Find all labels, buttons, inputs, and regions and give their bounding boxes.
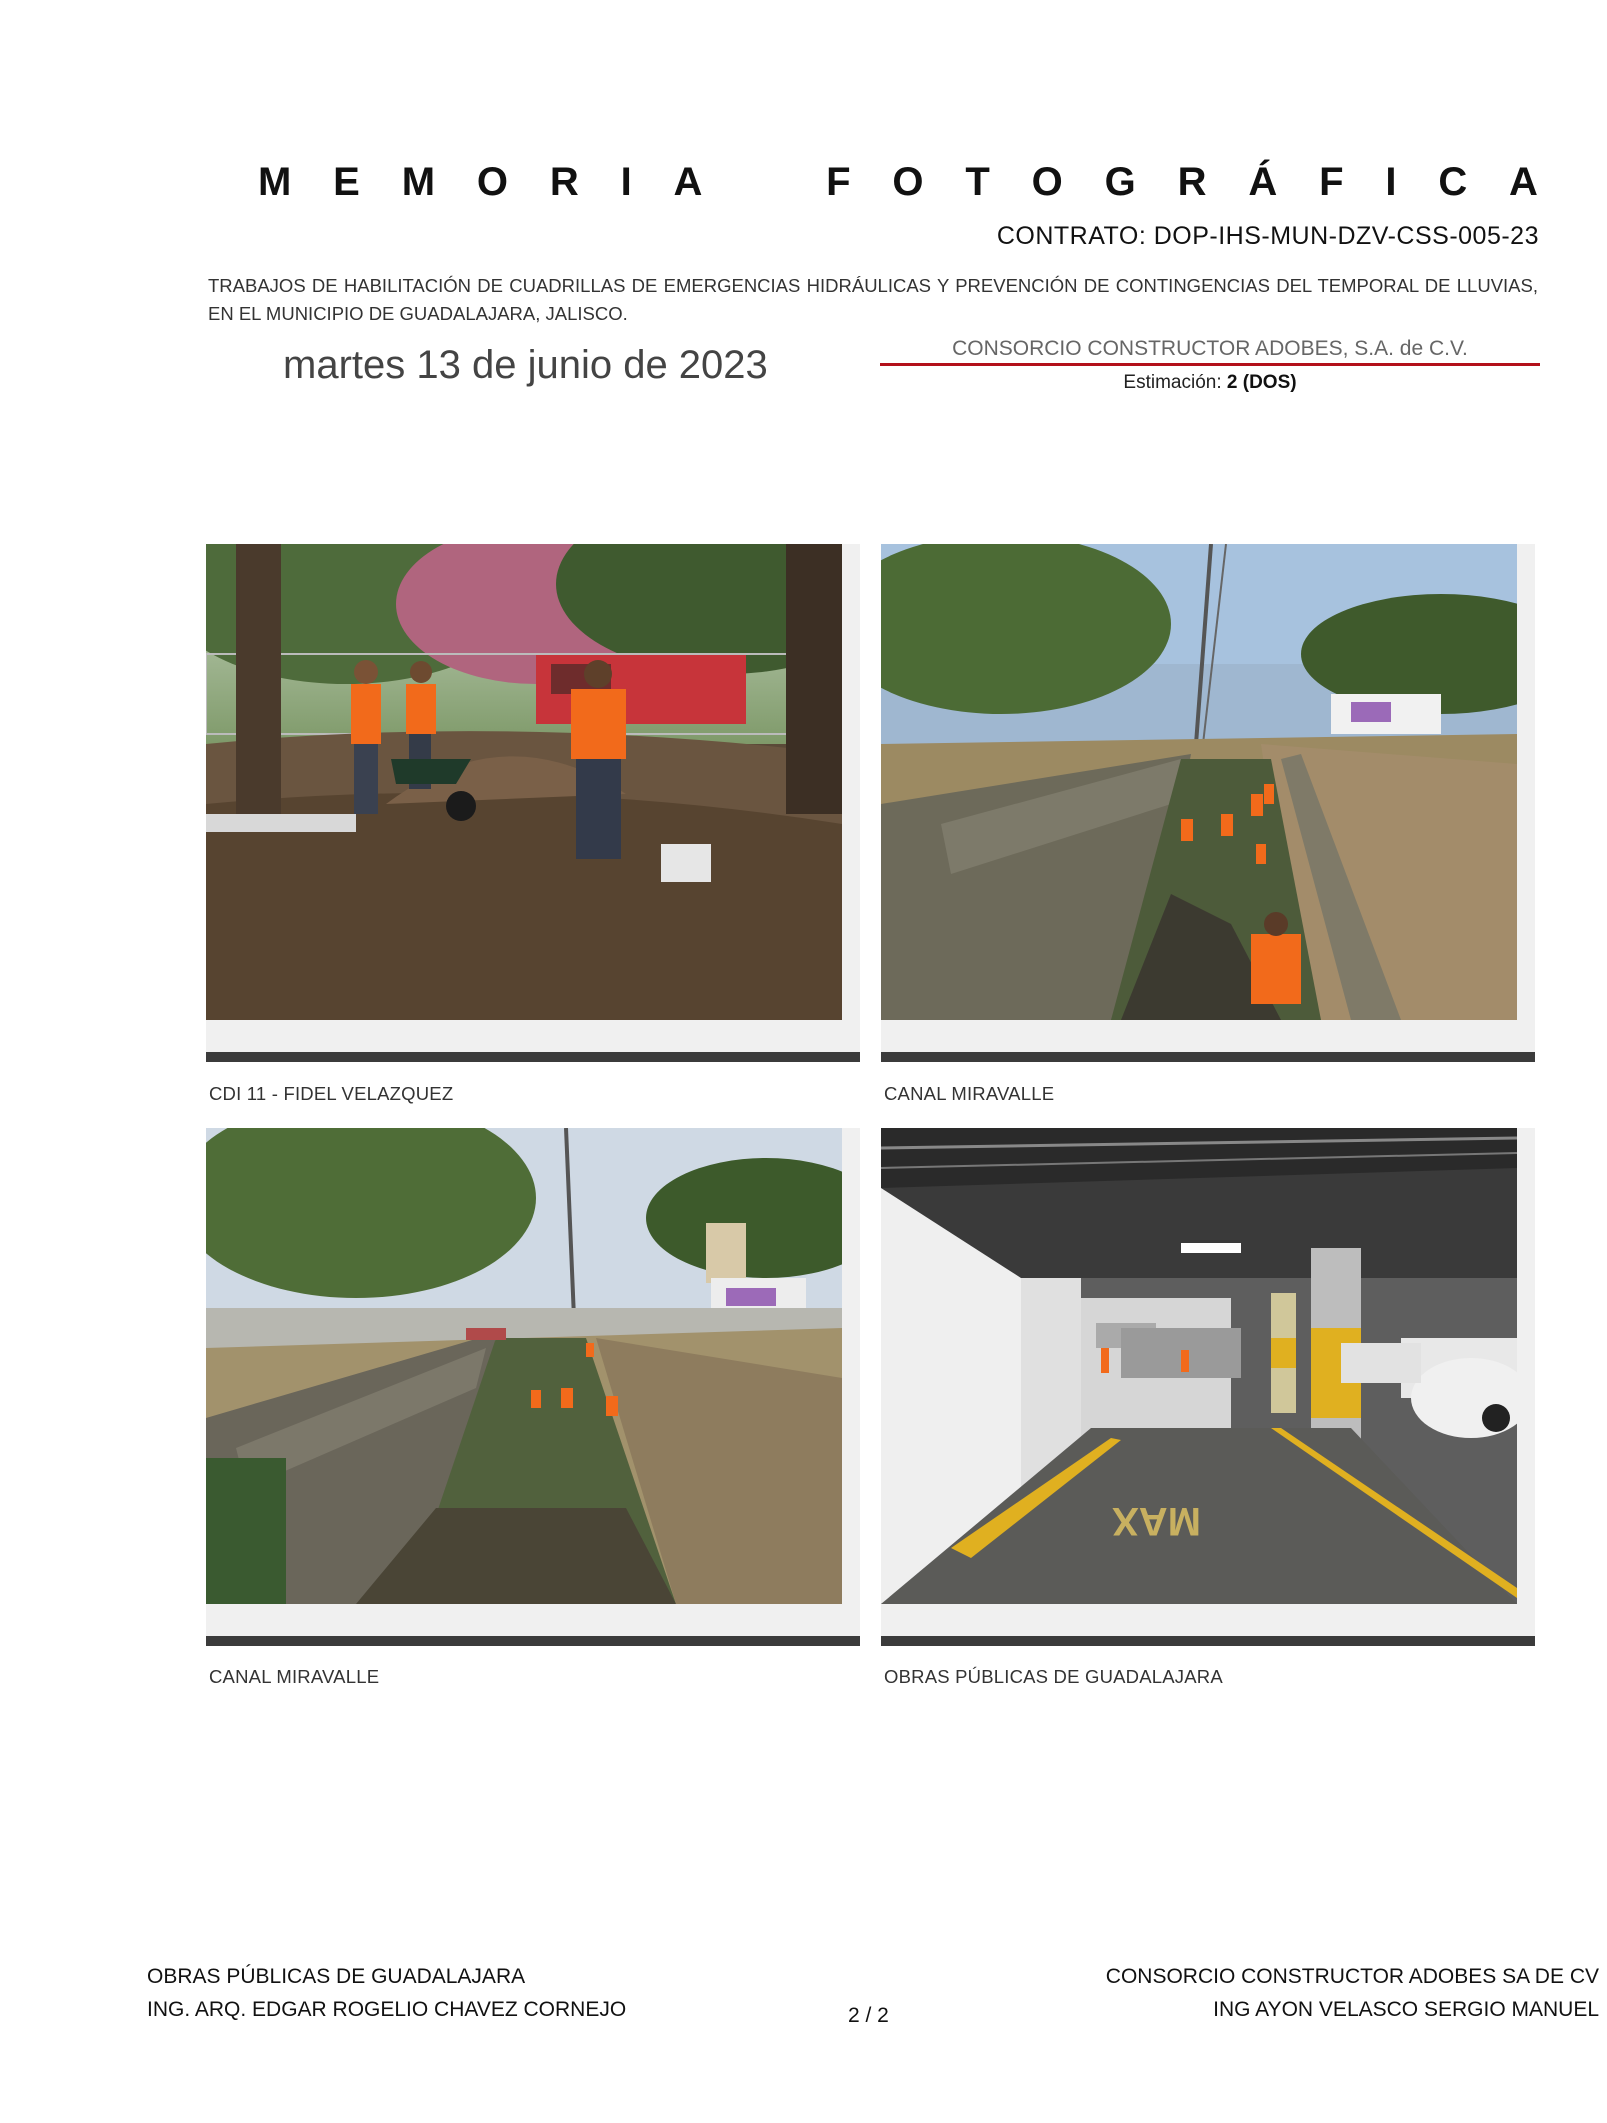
title-letter: O <box>892 160 924 204</box>
page-number: 2 / 2 <box>848 2004 889 2027</box>
photo-bar <box>881 1052 1535 1062</box>
title-letter: M <box>401 160 436 204</box>
report-date: martes 13 de junio de 2023 <box>283 343 768 387</box>
site-photo <box>206 1128 842 1604</box>
contract-number: CONTRATO: DOP-IHS-MUN-DZV-CSS-005-23 <box>996 222 1539 250</box>
title-letter: O <box>476 160 508 204</box>
site-photo <box>881 544 1517 1020</box>
title-letter: F <box>826 160 851 204</box>
photo-caption: OBRAS PÚBLICAS DE GUADALAJARA <box>884 1666 1223 1687</box>
footer-right-signer: ING AYON VELASCO SERGIO MANUEL <box>1213 1998 1599 2021</box>
footer-right-org: CONSORCIO CONSTRUCTOR ADOBES SA DE CV <box>1105 1965 1599 1988</box>
contractor-company: CONSORCIO CONSTRUCTOR ADOBES, S.A. de C.V. <box>952 337 1468 360</box>
title-letter: Á <box>1248 160 1278 204</box>
estimation <box>880 372 1540 394</box>
footer-right <box>1106 1960 1599 2026</box>
photo-caption: CANAL MIRAVALLE <box>209 1666 380 1687</box>
title-letter: A <box>673 160 703 204</box>
photo-card <box>206 1128 860 1648</box>
header-divider <box>880 363 1540 366</box>
title-letter: F <box>1319 160 1344 204</box>
title-letter: R <box>1177 160 1207 204</box>
title-letter: R <box>549 160 579 204</box>
photo-caption: CANAL MIRAVALLE <box>884 1083 1055 1104</box>
photo-card <box>881 1128 1535 1648</box>
work-description: TRABAJOS DE HABILITACIÓN DE CUADRILLAS DE EMERGENCIAS HIDRÁULICAS Y PREVENCIÓN DE CONTINGENCIAS DEL TEMPORAL DE LLUVIAS, EN EL MUNICIPIO DE GUADALAJARA, JALISCO. <box>208 275 1538 324</box>
title-letter: T <box>965 160 990 204</box>
title-letter: I <box>620 160 632 204</box>
photo-caption: CDI 11 - FIDEL VELAZQUEZ <box>209 1083 454 1104</box>
photo-bar <box>881 1636 1535 1646</box>
photo-card <box>206 544 860 1064</box>
photo-bar <box>206 1052 860 1062</box>
footer-left-org: OBRAS PÚBLICAS DE GUADALAJARA <box>147 1965 526 1988</box>
estimation-label: Estimación: <box>1123 372 1222 393</box>
footer-left-signer: ING. ARQ. EDGAR ROGELIO CHAVEZ CORNEJO <box>147 1998 627 2021</box>
document-title <box>258 160 1538 205</box>
title-letter: E <box>333 160 360 204</box>
title-space <box>744 160 784 205</box>
title-letter: O <box>1031 160 1063 204</box>
site-photo <box>881 1128 1517 1604</box>
photo-bar <box>206 1636 860 1646</box>
title-letter: C <box>1438 160 1468 204</box>
photo-card <box>881 544 1535 1064</box>
footer-left <box>147 1960 626 2026</box>
estimation-value: 2 (DOS) <box>1226 372 1297 393</box>
title-letter: A <box>1509 160 1538 204</box>
site-photo <box>206 544 842 1020</box>
title-letter: I <box>1385 160 1397 204</box>
title-letter: G <box>1104 160 1136 204</box>
svg-text:MAX: MAX <box>1112 1499 1201 1543</box>
title-letter: M <box>258 160 292 204</box>
